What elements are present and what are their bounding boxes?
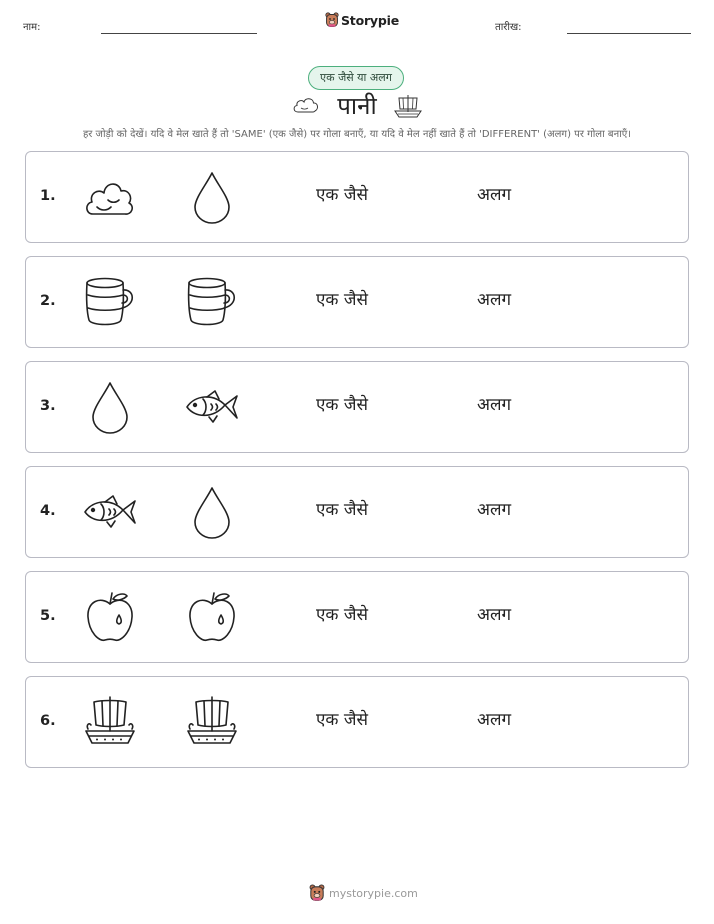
ship-icon: [185, 695, 239, 753]
drop-icon: [185, 170, 239, 228]
question-row-1: [25, 151, 689, 243]
date-line[interactable]: [567, 33, 691, 34]
question-row-6: [25, 676, 689, 768]
storypie-bear-icon: [325, 12, 339, 28]
option-same[interactable]: एक जैसे: [316, 395, 368, 415]
footer-url[interactable]: mystorypie.com: [329, 886, 418, 900]
storypie-bear-icon: [309, 884, 325, 902]
option-same[interactable]: एक जैसे: [316, 185, 368, 205]
drop-icon: [83, 380, 137, 438]
name-label: नाम:: [23, 22, 41, 33]
row-number: 1.: [40, 188, 56, 204]
option-different[interactable]: अलग: [477, 395, 512, 415]
option-same[interactable]: एक जैसे: [316, 710, 368, 730]
page-title: पानी: [337, 92, 377, 120]
apple-icon: [83, 590, 137, 648]
row-number: 3.: [40, 398, 56, 414]
row-number: 2.: [40, 293, 56, 309]
ship-icon: [393, 93, 423, 119]
fish-icon: [185, 380, 239, 438]
row-number: 4.: [40, 503, 56, 519]
brand-name: Storypie: [341, 12, 399, 28]
drop-icon: [185, 485, 239, 543]
option-different[interactable]: अलग: [477, 710, 512, 730]
option-different[interactable]: अलग: [477, 185, 512, 205]
question-row-3: [25, 361, 689, 453]
ship-icon: [83, 695, 137, 753]
footer: [309, 884, 418, 902]
question-row-4: [25, 466, 689, 558]
mug-icon: [185, 275, 239, 333]
option-different[interactable]: अलग: [477, 290, 512, 310]
fish-icon: [83, 485, 137, 543]
instructions: हर जोड़ी को देखें। यदि वे मेल खाते हैं तो 'SAME' (एक जैसे) पर गोला बनाएँ, या यदि वे मेल नहीं खाते हैं तो 'DIFFERENT' (अलग) पर गोला बनाएँ।: [82, 129, 632, 140]
option-different[interactable]: अलग: [477, 605, 512, 625]
row-number: 6.: [40, 713, 56, 729]
option-same[interactable]: एक जैसे: [316, 500, 368, 520]
name-line[interactable]: [101, 33, 257, 34]
apple-icon: [185, 590, 239, 648]
question-row-2: [25, 256, 689, 348]
option-same[interactable]: एक जैसे: [316, 290, 368, 310]
row-number: 5.: [40, 608, 56, 624]
option-same[interactable]: एक जैसे: [316, 605, 368, 625]
date-label: तारीख:: [495, 22, 522, 33]
worksheet-tag: एक जैसे या अलग: [308, 66, 404, 90]
option-different[interactable]: अलग: [477, 500, 512, 520]
cloud-icon: [83, 170, 137, 228]
question-row-5: [25, 571, 689, 663]
brand-logo: [325, 12, 399, 28]
mug-icon: [83, 275, 137, 333]
